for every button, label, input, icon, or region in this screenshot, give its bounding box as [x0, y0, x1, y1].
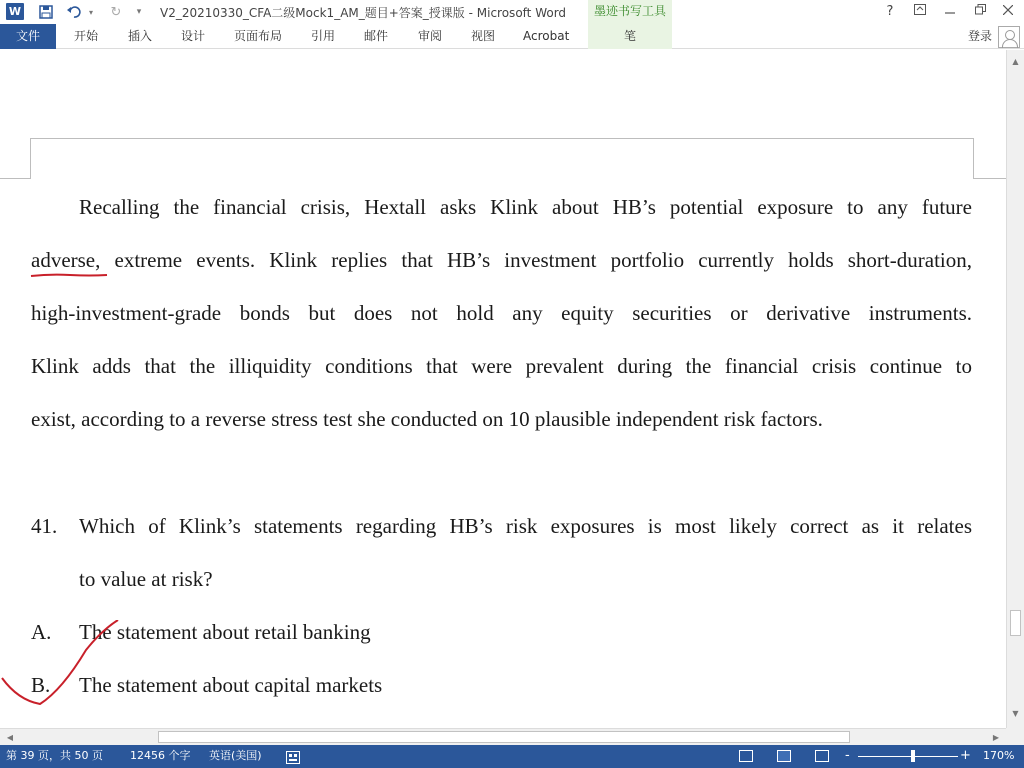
customize-quick-access-icon[interactable]: ▾ — [136, 7, 142, 17]
scrollbar-corner — [1006, 728, 1024, 745]
question-text: to value at risk? — [79, 567, 213, 591]
user-avatar-icon[interactable] — [998, 26, 1020, 48]
ink-checkmark-annotation — [0, 620, 130, 710]
horizontal-scrollbar[interactable] — [0, 728, 1006, 745]
question-number: 41. — [31, 514, 58, 538]
zoom-level[interactable]: 170% — [983, 749, 1015, 762]
tab-design[interactable]: 设计 — [181, 29, 206, 43]
zoom-slider-thumb[interactable] — [911, 750, 915, 762]
macro-record-icon[interactable] — [286, 750, 300, 763]
restore-icon[interactable] — [968, 2, 992, 22]
print-layout-icon[interactable] — [777, 750, 791, 762]
tab-acrobat[interactable]: Acrobat — [523, 29, 570, 43]
zoom-slider[interactable] — [858, 756, 958, 757]
paragraph-line: exist, according to a reverse stress test she conducted on 10 plausible independent risk factors. — [31, 407, 823, 431]
option-label-b: B. — [31, 673, 51, 697]
page-margin-mark — [30, 138, 31, 178]
zoom-in-button[interactable]: + — [960, 748, 971, 763]
redo-icon[interactable]: ↻ — [110, 4, 122, 20]
paragraph-line: Klink adds that the illiquidity conditions that were prevalent during the financial crisis continue to — [31, 354, 972, 378]
ribbon-display-options-icon[interactable] — [908, 2, 932, 22]
paragraph-line: adverse, extreme events. Klink replies that HB’s investment portfolio currently holds short-duration, — [31, 248, 972, 272]
window-title: V2_20210330_CFA二级Mock1_AM_题目+答案_授课版 - Microsoft Word — [160, 6, 567, 20]
status-bar — [0, 745, 1024, 768]
page-count[interactable]: 第 39 页，共 50 页 — [6, 749, 103, 762]
vertical-scrollbar[interactable] — [1006, 50, 1024, 728]
header-boundary — [0, 178, 31, 179]
close-icon[interactable] — [996, 2, 1020, 22]
scroll-left-icon[interactable]: ◀ — [6, 733, 14, 742]
ribbon-tabs — [0, 24, 1024, 49]
scroll-right-icon[interactable]: ▶ — [992, 733, 1000, 742]
ink-underline-annotation — [30, 272, 108, 280]
save-icon[interactable] — [36, 3, 56, 21]
undo-icon[interactable] — [64, 3, 84, 21]
undo-dropdown-icon[interactable]: ▾ — [88, 7, 93, 17]
tab-home[interactable]: 开始 — [74, 29, 99, 43]
scroll-up-icon[interactable]: ▲ — [1012, 57, 1019, 66]
option-text-b: The statement about capital markets — [79, 673, 383, 697]
minimize-icon[interactable] — [938, 2, 962, 22]
language-indicator[interactable]: 英语(美国) — [209, 749, 262, 762]
read-mode-icon[interactable] — [739, 750, 753, 762]
title-bar — [0, 0, 1024, 24]
option-label-a: A. — [31, 620, 52, 644]
tab-pen[interactable]: 笔 — [588, 24, 672, 49]
tab-page-layout[interactable]: 页面布局 — [234, 29, 283, 43]
tab-review[interactable]: 审阅 — [418, 29, 443, 43]
question-text: Which of Klink’s statements regarding HB’s risk exposures is most likely correct as it relates — [79, 514, 972, 538]
zoom-out-button[interactable]: - — [845, 748, 850, 763]
horizontal-scroll-thumb[interactable] — [158, 731, 850, 743]
page-margin-mark — [973, 138, 974, 178]
header-boundary — [973, 178, 1006, 179]
option-text-a: The statement about retail banking — [79, 620, 371, 644]
vertical-scroll-thumb[interactable] — [1010, 610, 1021, 636]
sign-in-link[interactable]: 登录 — [968, 29, 993, 43]
page-top-edge — [30, 138, 974, 139]
word-app-icon[interactable]: W — [6, 3, 24, 20]
tab-mailings[interactable]: 邮件 — [364, 29, 389, 43]
tab-file[interactable]: 文件 — [0, 24, 56, 49]
word-count[interactable]: 12456 个字 — [130, 749, 191, 762]
tab-references[interactable]: 引用 — [311, 29, 336, 43]
web-layout-icon[interactable] — [815, 750, 829, 762]
paragraph-line: high-investment-grade bonds but does not hold any equity securities or derivative instruments. — [31, 301, 972, 325]
tab-view[interactable]: 视图 — [471, 29, 496, 43]
paragraph-line: Recalling the financial crisis, Hextall asks Klink about HB’s potential exposure to any future — [79, 195, 972, 219]
document-canvas[interactable] — [0, 50, 1006, 728]
ink-tools-contextual-header: 墨迹书写工具 — [588, 0, 672, 24]
tab-insert[interactable]: 插入 — [128, 29, 153, 43]
scroll-down-icon[interactable]: ▼ — [1012, 709, 1019, 718]
help-icon[interactable]: ? — [886, 4, 894, 19]
